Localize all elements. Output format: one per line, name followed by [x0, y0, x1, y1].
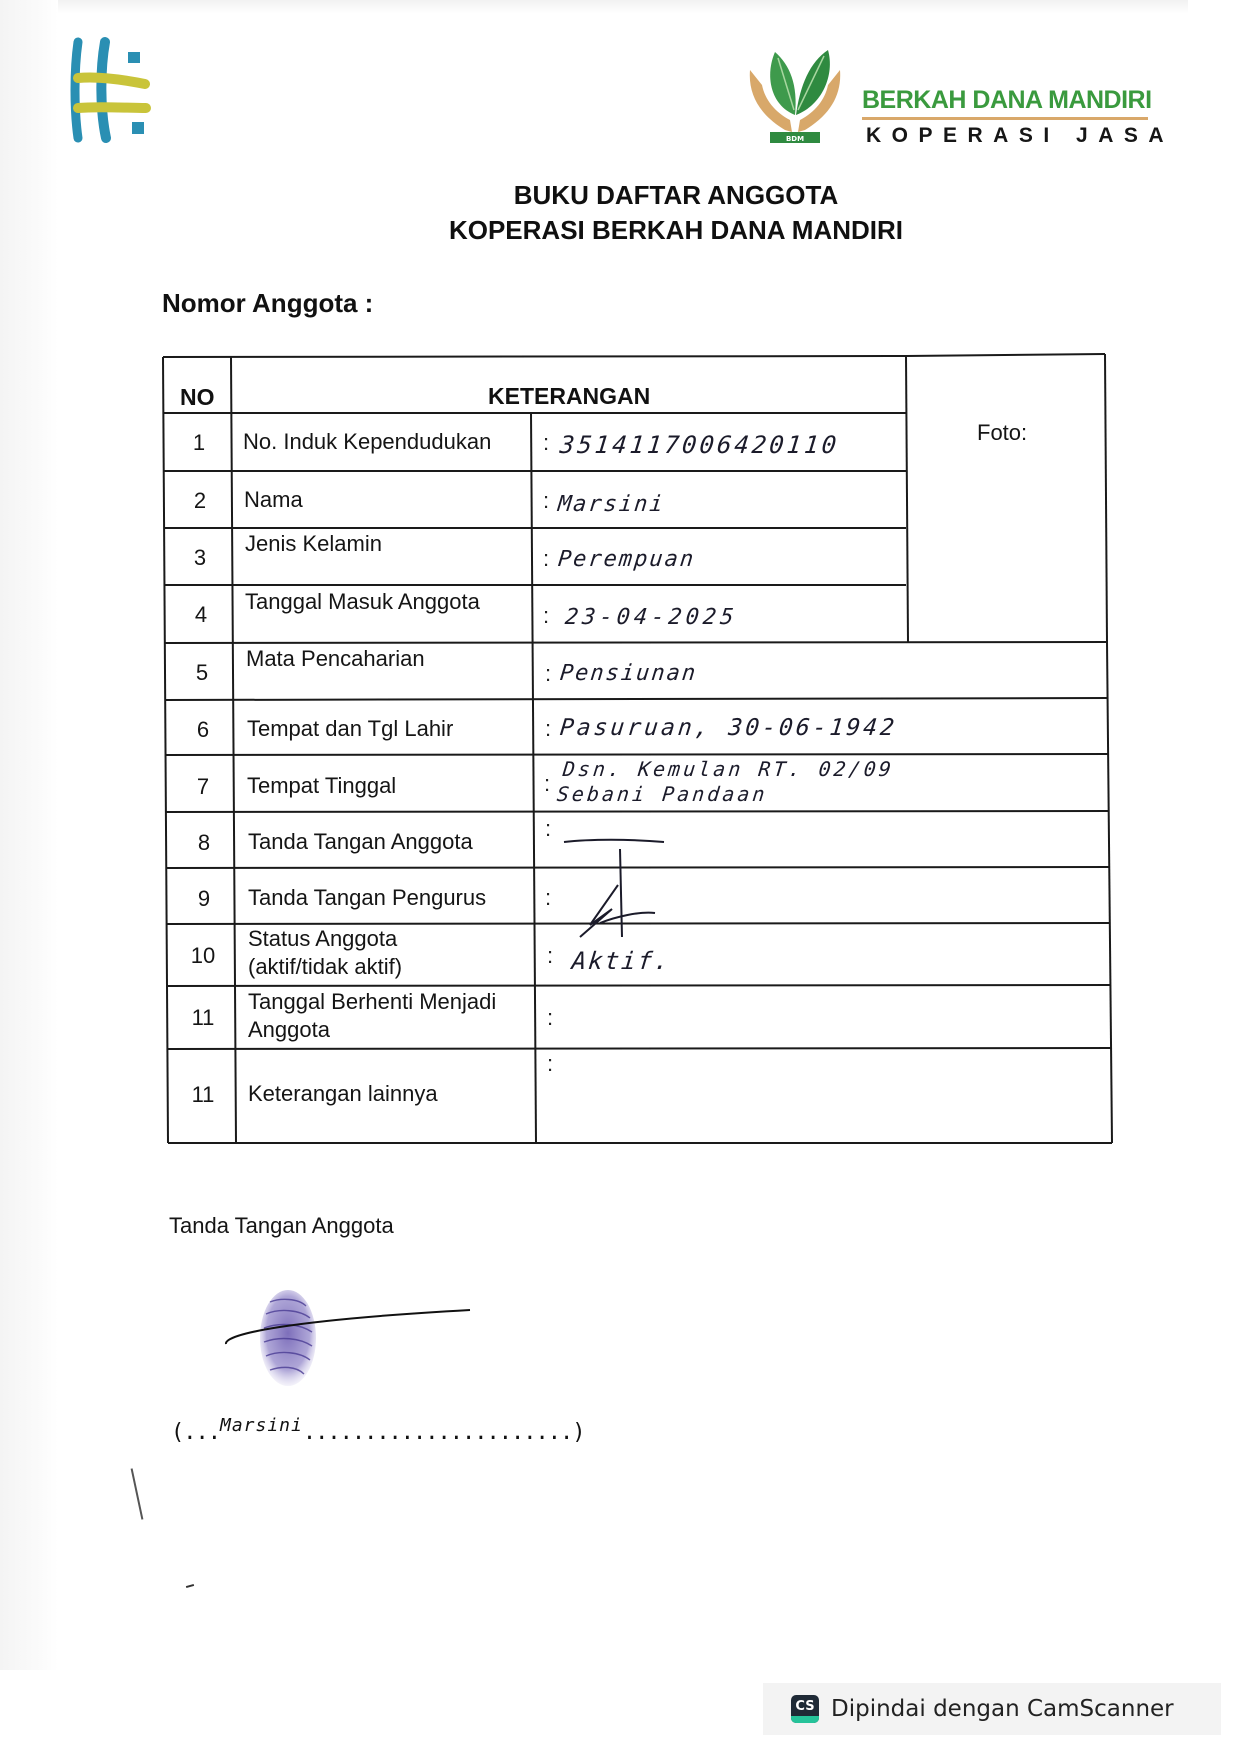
row-label: Tanggal Masuk Anggota — [245, 589, 480, 614]
document-subtitle: KOPERASI BERKAH DANA MANDIRI — [448, 215, 904, 245]
row-number: 4 — [194, 602, 208, 627]
hash-logo-icon — [70, 30, 160, 145]
row-number: 11 — [191, 1005, 215, 1030]
row-label: No. Induk Kependudukan — [243, 429, 492, 454]
row-colon: : — [544, 771, 551, 796]
row-number: 11 — [191, 1082, 215, 1107]
brand-divider — [862, 117, 1148, 120]
row-colon: : — [543, 488, 550, 513]
name-value[interactable]: Marsini — [556, 492, 667, 517]
row-label: Jenis Kelamin — [245, 531, 382, 556]
occupation-value[interactable]: Pensiunan — [558, 661, 699, 686]
member-number-field — [162, 288, 581, 319]
row-label: Mata Pencaharian — [246, 646, 425, 671]
row-number: 8 — [197, 830, 211, 855]
row-number: 3 — [193, 545, 207, 570]
row-colon: : — [547, 1005, 554, 1030]
row-label: Tanda Tangan Pengurus — [248, 885, 487, 910]
address-value-line1[interactable]: Dsn. Kemulan RT. 02/09 — [561, 757, 896, 781]
signature-name: Marsini — [219, 1415, 303, 1436]
birth-place-date-value[interactable]: Pasuruan, 30-06-1942 — [558, 715, 899, 741]
row-colon: : — [545, 885, 552, 910]
row-colon: : — [543, 603, 550, 628]
address-value-line2[interactable]: Sebani Pandaan — [555, 782, 769, 806]
photo-placeholder-label: Foto: — [977, 420, 1028, 445]
gender-value[interactable]: Perempuan — [556, 547, 697, 572]
row-number: 6 — [196, 717, 210, 742]
row-number: 2 — [193, 488, 207, 513]
row-label-line2: Anggota — [248, 1017, 330, 1042]
row-label: Keterangan lainnya — [248, 1081, 438, 1106]
nik-value[interactable]: 3514117006420110 — [558, 431, 841, 459]
row-colon: : — [545, 661, 552, 686]
column-header-description: KETERANGAN — [488, 383, 651, 409]
logo-badge-text: BDM — [785, 135, 805, 143]
row-colon: : — [545, 816, 552, 841]
row-label-line1: Status Anggota — [248, 926, 398, 951]
stray-pen-mark — [186, 1584, 194, 1588]
row-label: Tempat Tinggal — [247, 773, 397, 798]
hands-leaf-logo-icon — [740, 40, 850, 150]
row-number: 9 — [197, 886, 211, 911]
member-number-label: Nomor Anggota : — [162, 288, 374, 318]
thumbprint-signature — [200, 1280, 500, 1410]
stray-pen-mark — [131, 1468, 144, 1519]
row-label-line2: (aktif/tidak aktif) — [248, 954, 403, 979]
row-number: 5 — [195, 660, 209, 685]
camscanner-watermark — [763, 1683, 1221, 1735]
watermark-text: Dipindai dengan CamScanner — [831, 1696, 1174, 1722]
signature-name-line: (...$^{Marsini}$......................) — [171, 1415, 585, 1445]
row-number: 1 — [192, 430, 206, 455]
scan-edge-shadow — [0, 0, 58, 1670]
row-colon: : — [543, 430, 550, 455]
brand-subtitle: KOPERASI JASA — [866, 124, 1175, 147]
scan-edge-shadow-top — [58, 0, 1188, 14]
signature-caption: Tanda Tangan Anggota — [169, 1213, 394, 1238]
status-value[interactable]: Aktif. — [570, 947, 673, 975]
row-label: Nama — [244, 487, 303, 512]
row-number: 10 — [190, 943, 216, 968]
row-colon: : — [545, 716, 552, 741]
row-colon: : — [547, 943, 554, 968]
row-label-line1: Tanggal Berhenti Menjadi — [248, 989, 497, 1014]
row-colon: : — [543, 546, 550, 571]
board-signature-mark — [560, 845, 670, 945]
camscanner-icon: CS — [791, 1695, 819, 1723]
row-label: Tempat dan Tgl Lahir — [247, 716, 454, 741]
row-label: Tanda Tangan Anggota — [248, 829, 473, 854]
join-date-value[interactable]: 23-04-2025 — [563, 605, 739, 630]
row-colon: : — [547, 1051, 554, 1076]
document-title: BUKU DAFTAR ANGGOTA — [513, 180, 839, 210]
brand-name: BERKAH DANA MANDIRI — [862, 86, 1152, 114]
column-header-no: NO — [180, 384, 215, 410]
row-number: 7 — [196, 774, 210, 799]
